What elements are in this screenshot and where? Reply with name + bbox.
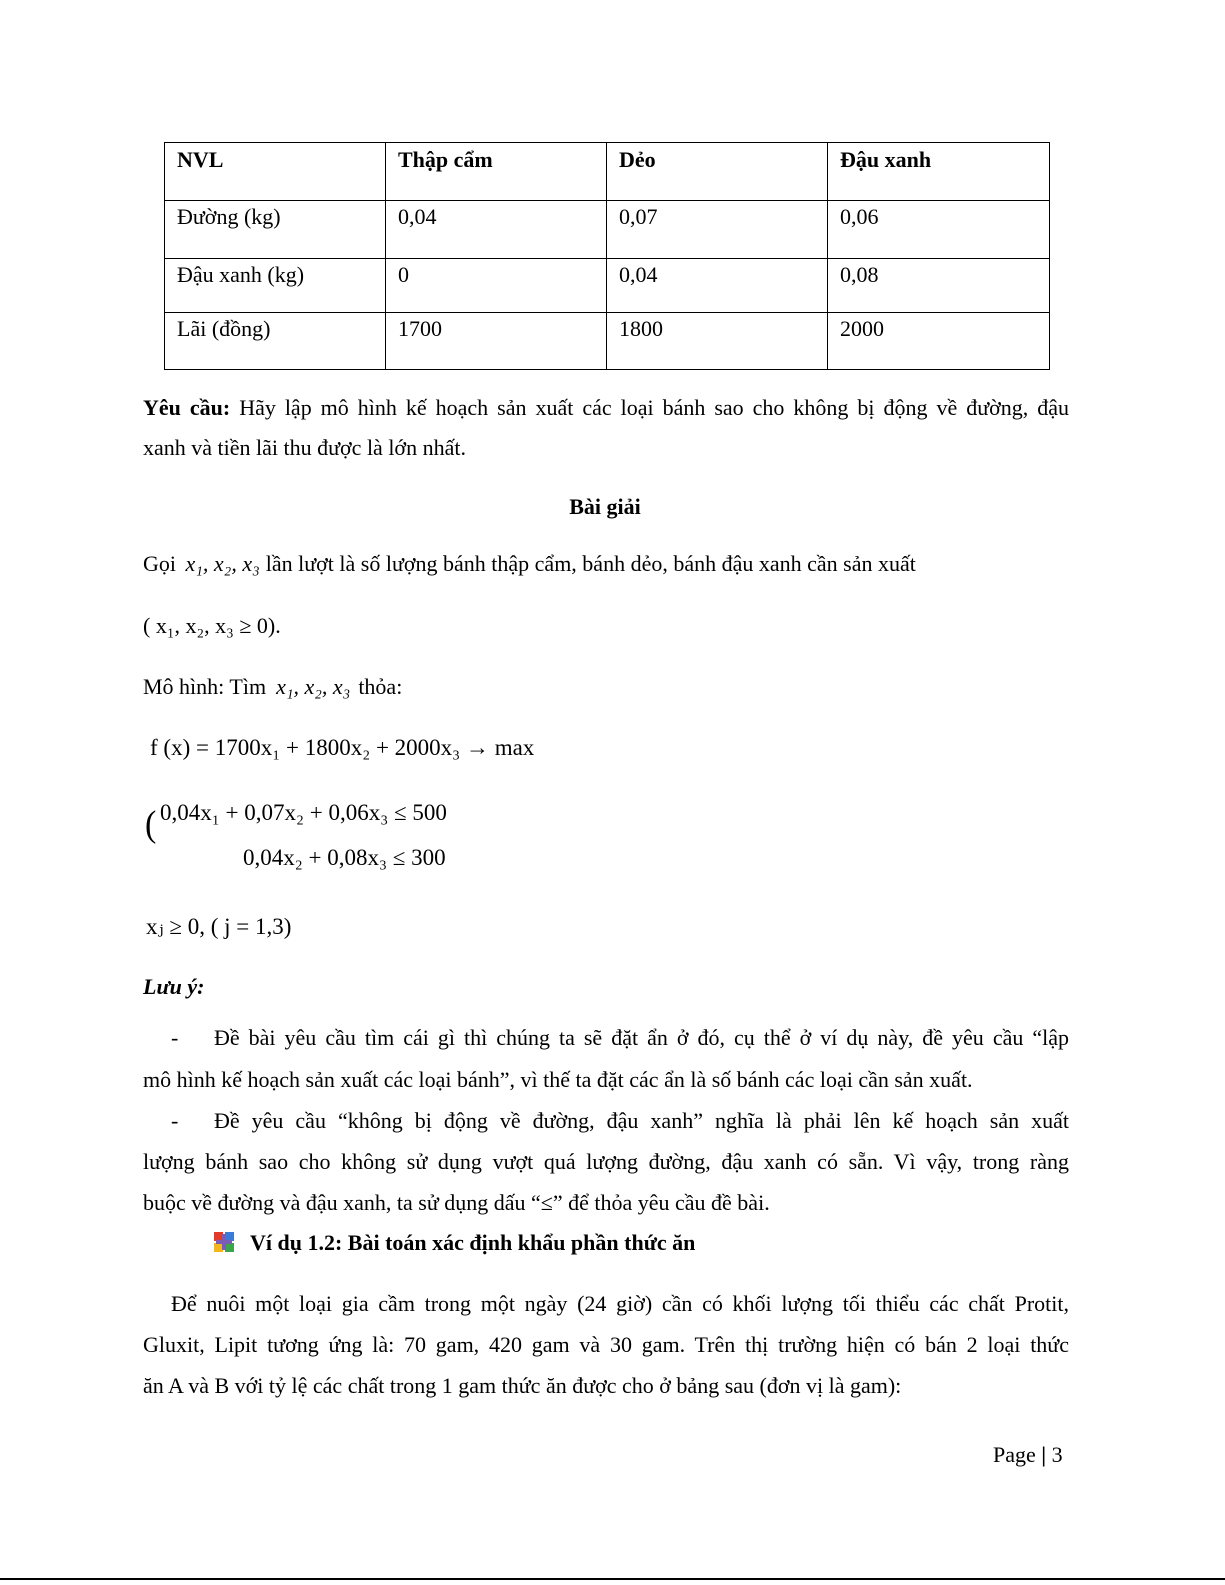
page-number: 3 <box>1051 1442 1063 1467</box>
example-line-1: Để nuôi một loại gia cầm trong một ngày (24 giờ) cần có khối lượng tối thiểu các chất Protit, <box>171 1291 1069 1316</box>
table-cell: 1800 <box>607 313 828 370</box>
note-item-2-line-2: lượng bánh sao cho không sử dụng vượt quá lượng đường, đậu xanh có sẵn. Vì vậy, trong ràng <box>143 1149 1069 1174</box>
table-cell: 0,04 <box>386 201 607 259</box>
table-row <box>165 313 1050 370</box>
page-footer <box>993 1442 1063 1468</box>
table-cell: 0 <box>386 259 607 313</box>
bottom-rule <box>0 1578 1225 1580</box>
note-item-1-line-2: mô hình kế hoạch sản xuất các loại bánh”, vì thế ta đặt các ẩn là số bánh các loại cần sản xuất. <box>143 1067 973 1092</box>
note-item-2-line-3: buộc về đường và đậu xanh, ta sử dụng dấu “≤” để thỏa yêu cầu đề bài. <box>143 1190 770 1215</box>
four-color-square-icon <box>214 1232 234 1252</box>
table-cell: 0,07 <box>607 201 828 259</box>
model-intro <box>143 674 402 700</box>
requirement-text: Hãy lập mô hình kế hoạch sản xuất các loại bánh sao cho không bị động về đường, đậu <box>230 395 1069 420</box>
variables-text: lần lượt là số lượng bánh thập cẩm, bánh dẻo, bánh đậu xanh cần sản xuất <box>265 551 916 576</box>
table-cell: Đậu xanh (kg) <box>165 259 386 313</box>
table-cell: 0,06 <box>828 201 1050 259</box>
table-row <box>165 201 1050 259</box>
model-vars: x₁, x₂, x₃ <box>276 674 351 699</box>
page-separator: | <box>1041 1442 1047 1467</box>
table-cell: Đường (kg) <box>165 201 386 259</box>
model-suffix: thỏa: <box>358 674 403 699</box>
table-header-row <box>165 143 1050 201</box>
table-header-cell: Đậu xanh <box>828 143 1050 201</box>
requirement-line-1 <box>143 388 1069 428</box>
solution-title: Bài giải <box>569 494 641 519</box>
system-brace: ( <box>145 804 157 845</box>
variables-definition <box>143 551 916 577</box>
bullet-dash: - <box>171 1025 179 1050</box>
constraint-mungbean: 0,04x₂ + 0,08x₃ ≤ 300 <box>243 845 446 870</box>
table-header-cell: NVL <box>165 143 386 201</box>
table-cell: 0,08 <box>828 259 1050 313</box>
requirement-line-2: xanh và tiền lãi thu được là lớn nhất. <box>143 435 466 460</box>
variables-expression: x₁, x₂, x₃ <box>185 551 260 576</box>
note-item-2-line-1: Đề yêu cầu “không bị động về đường, đậu xanh” nghĩa là phải lên kế hoạch sản xuất <box>214 1108 1069 1133</box>
example-title: Ví dụ 1.2: Bài toán xác định khẩu phần thức ăn <box>250 1230 696 1255</box>
model-intro-text: Mô hình: Tìm <box>143 674 267 699</box>
objective-function: f (x) = 1700x₁ + 1800x₂ + 2000x₃ → max <box>150 735 535 760</box>
table-header-cell: Dẻo <box>607 143 828 201</box>
constraint-sugar: 0,04x₁ + 0,07x₂ + 0,06x₃ ≤ 500 <box>160 800 447 825</box>
example-line-3: ăn A và B với tỷ lệ các chất trong 1 gam thức ăn được cho ở bảng sau (đơn vị là gam): <box>143 1373 902 1398</box>
nonnegativity-constraint: xⱼ ≥ 0, ( j = 1,3) <box>146 914 292 939</box>
note-item-1-line-1: Đề bài yêu cầu tìm cái gì thì chúng ta sẽ đặt ẩn ở đó, cụ thể ở ví dụ này, đề yêu cầu “lập <box>214 1025 1069 1050</box>
table-cell: 2000 <box>828 313 1050 370</box>
goi-prefix: Gọi <box>143 551 182 576</box>
table-cell: Lãi (đồng) <box>165 313 386 370</box>
table-row <box>165 259 1050 313</box>
nonnegativity-statement: ( x₁, x₂, x₃ ≥ 0). <box>143 613 281 638</box>
page-label: Page <box>993 1442 1036 1467</box>
example-line-2: Gluxit, Lipit tương ứng là: 70 gam, 420 gam và 30 gam. Trên thị trường hiện có bán 2 loại thức <box>143 1332 1069 1357</box>
bullet-dash: - <box>171 1108 179 1133</box>
requirement-label: Yêu cầu: <box>143 395 231 420</box>
table-cell: 0,04 <box>607 259 828 313</box>
nvl-table <box>164 142 1050 370</box>
table-cell: 1700 <box>386 313 607 370</box>
table-header-cell: Thập cẩm <box>386 143 607 201</box>
note-title: Lưu ý: <box>143 974 205 999</box>
